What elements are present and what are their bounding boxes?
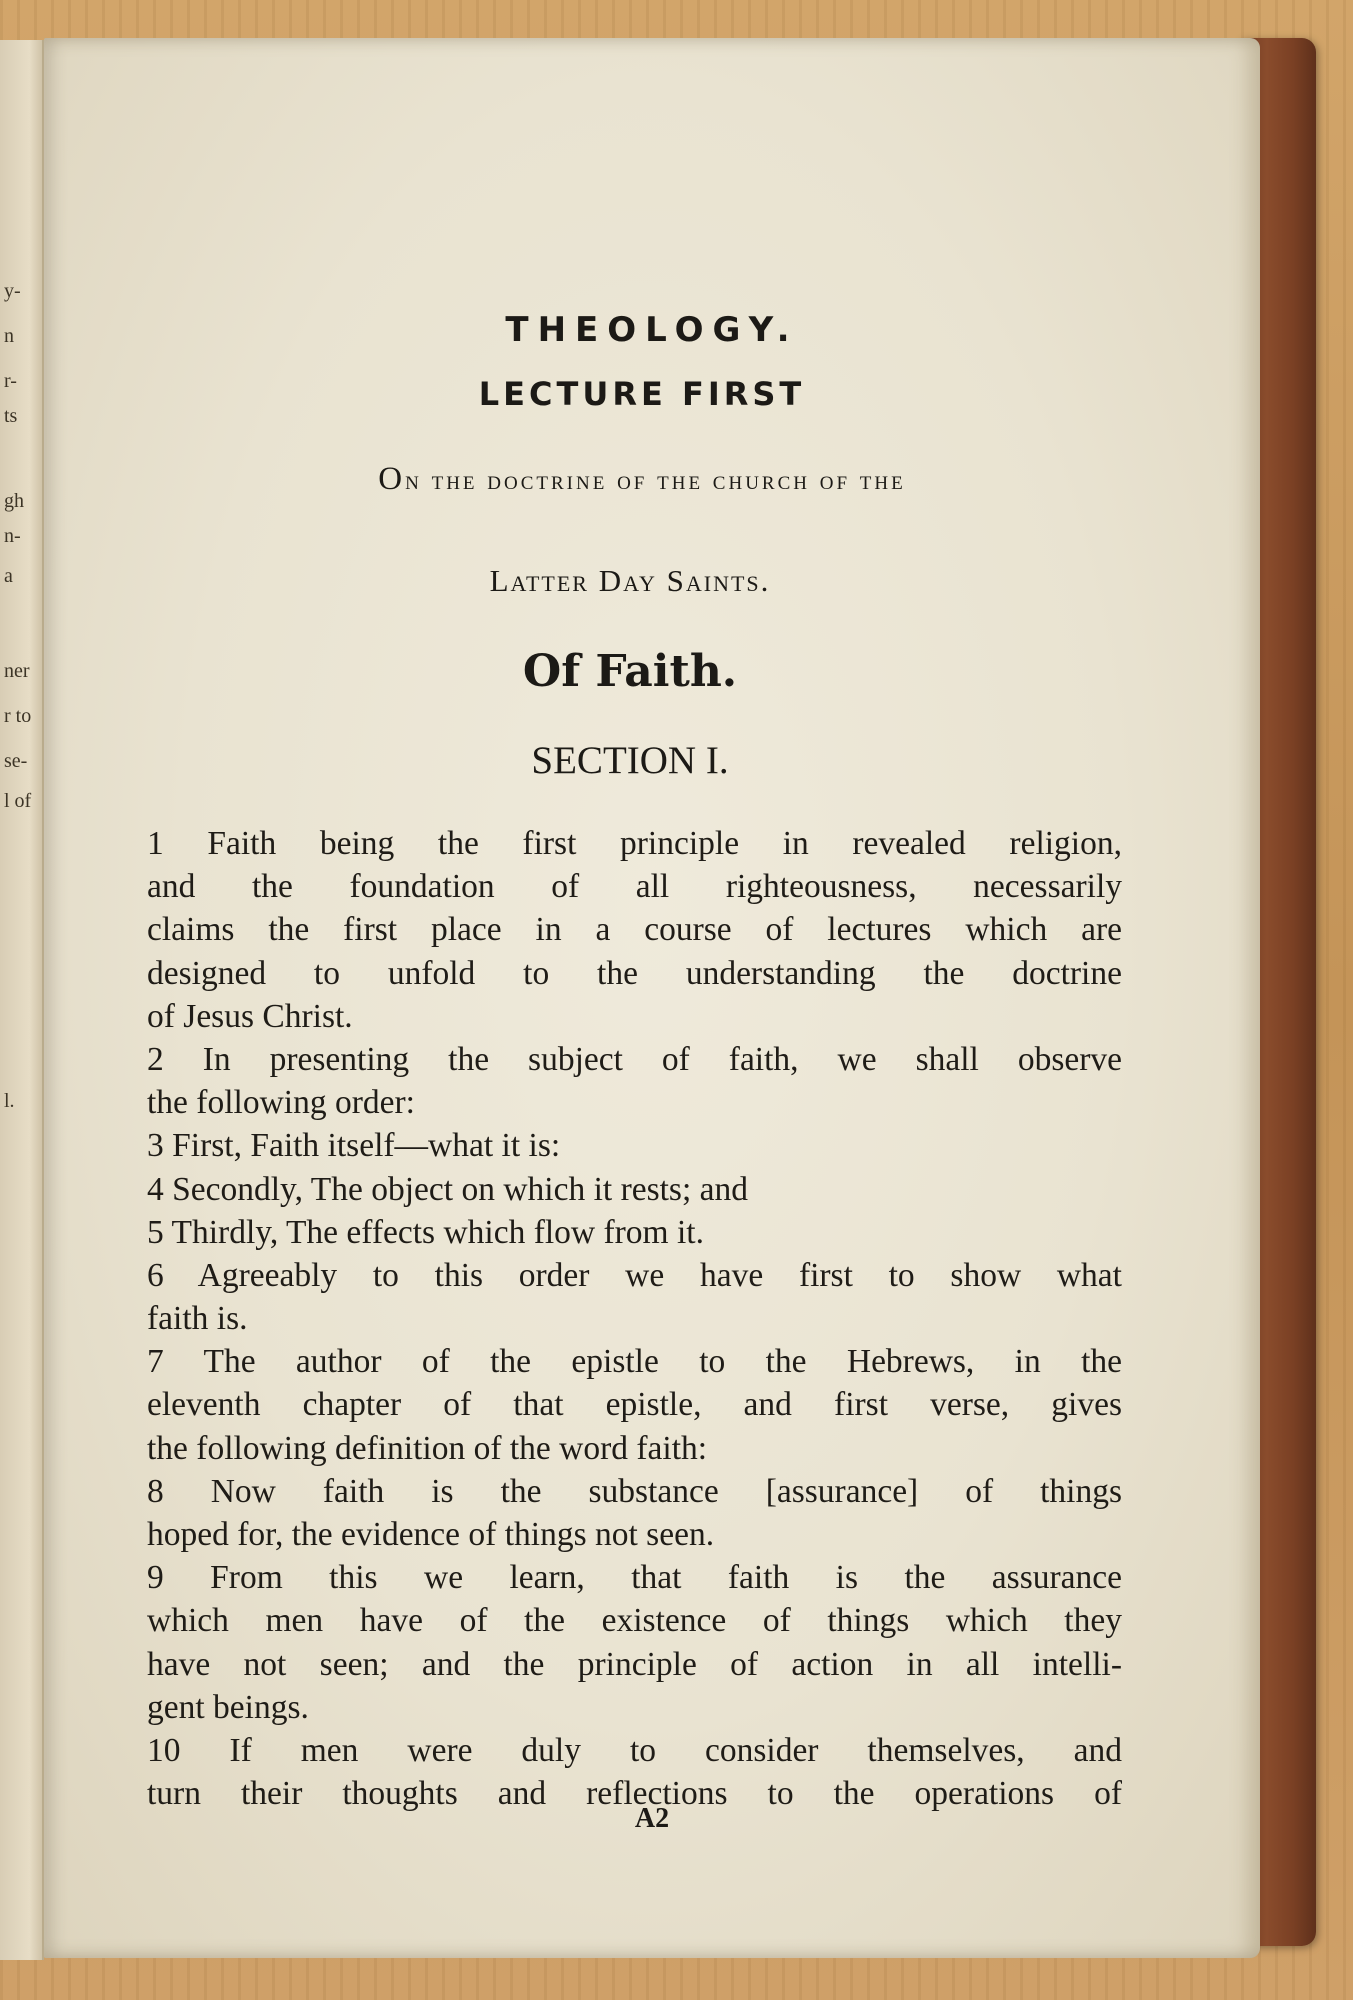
section-heading: SECTION I. — [531, 739, 729, 782]
left-page-fragment: l. — [4, 1090, 15, 1112]
text-line: the following definition of the word faith: — [147, 1429, 708, 1467]
text-line: 1 Faith being the first principle in revealed religion, — [147, 825, 1122, 862]
text-line: which men have of the existence of things which they — [147, 1602, 1122, 1640]
book-page — [44, 38, 1260, 1958]
left-page-fragment: se- — [4, 750, 28, 772]
text-line: of Jesus Christ. — [147, 997, 353, 1035]
text-line: 4 Secondly, The object on which it rests; and — [147, 1170, 749, 1208]
left-page-fragment: y- — [4, 280, 21, 302]
text-line: 6 Agreeably to this order we have first to show what — [147, 1256, 1122, 1294]
subtitle-line-1-rest: n the doctrine of the church of the — [405, 465, 906, 495]
page-title: THEOLOGY. — [505, 310, 799, 350]
text-line: 8 Now faith is the substance [assurance] of things — [147, 1472, 1122, 1510]
text-line: eleventh chapter of that epistle, and first verse, gives — [147, 1386, 1122, 1424]
text-line: designed to unfold to the understanding the doctrine — [147, 954, 1122, 992]
text-line: faith is. — [147, 1300, 248, 1338]
text-line: 3 First, Faith itself—what it is: — [147, 1127, 561, 1165]
text-line: 9 From this we learn, that faith is the assurance — [147, 1559, 1122, 1597]
body-text — [147, 822, 1122, 1815]
left-page-fragment: gh — [4, 490, 24, 512]
subtitle-line-1 — [34, 461, 1250, 498]
text-line: have not seen; and the principle of action in all intelli- — [147, 1645, 1122, 1683]
text-line: gent beings. — [147, 1688, 309, 1726]
left-page-fragment: l of — [4, 790, 32, 812]
text-line: 2 In presenting the subject of faith, we shall observe — [147, 1040, 1122, 1078]
text-line: claims the first place in a course of lectures which are — [147, 911, 1122, 949]
text-line: the following order: — [147, 1084, 415, 1122]
subtitle-initial: O — [378, 461, 406, 497]
subtitle-line-2: Latter Day Saints. — [489, 563, 771, 598]
signature-mark: A2 — [634, 1803, 670, 1834]
left-page-fragment: ner — [4, 660, 30, 682]
lecture-heading: LECTURE FIRST — [478, 375, 806, 413]
left-page-fragment: r- — [4, 370, 17, 392]
previous-page-edge — [0, 40, 44, 1960]
text-line: hoped for, the evidence of things not seen. — [147, 1516, 715, 1553]
text-line: turn their thoughts and reflections to the operations of — [147, 1775, 1122, 1813]
text-line: 7 The author of the epistle to the Hebrews, in the — [147, 1343, 1122, 1381]
left-page-fragment: a — [4, 565, 13, 587]
text-line: 5 Thirdly, The effects which flow from it. — [147, 1213, 704, 1251]
topic-heading: Of Faith. — [522, 646, 738, 697]
left-page-fragment: r to — [4, 705, 32, 727]
left-page-fragment: ts — [4, 405, 18, 427]
text-line: 10 If men were duly to consider themselves, and — [147, 1731, 1122, 1769]
left-page-fragment: n — [4, 325, 14, 347]
text-line: and the foundation of all righteousness, necessarily — [147, 868, 1122, 906]
left-page-fragment: n- — [4, 525, 21, 547]
